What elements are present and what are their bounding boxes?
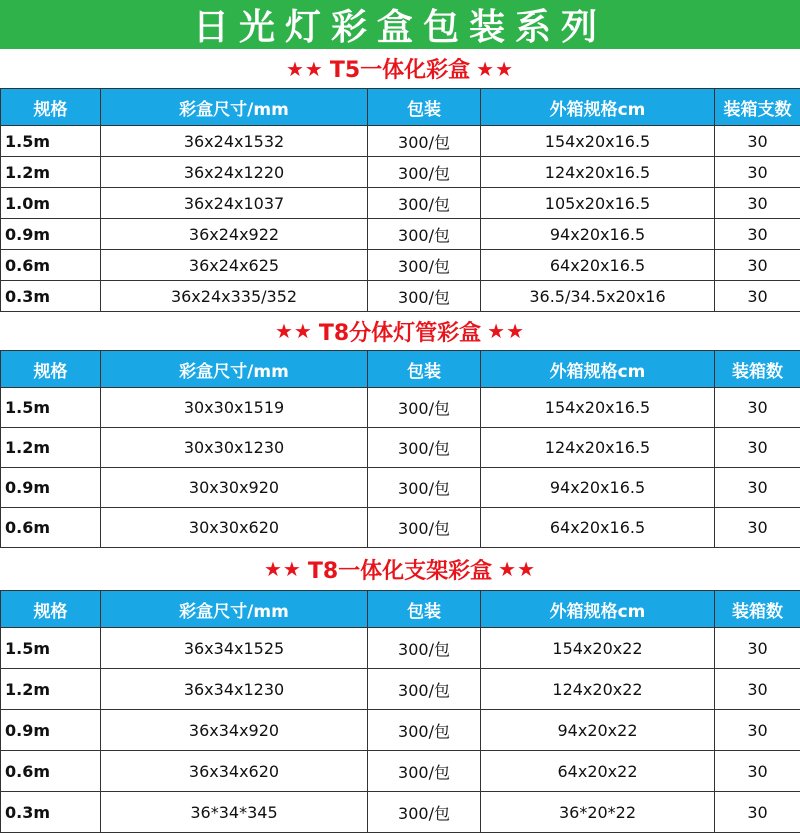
table-cell: 30 <box>715 188 800 219</box>
table-cell: 300/包 <box>368 428 481 468</box>
star-icon: ★★ <box>498 557 536 581</box>
table-row <box>1 219 800 250</box>
table-cell: 94x20x16.5 <box>481 219 715 250</box>
table-cell: 30 <box>715 281 800 312</box>
table-cell: 30 <box>715 250 800 281</box>
table-header-row <box>1 351 800 388</box>
column-header: 装箱数 <box>715 351 800 388</box>
table-cell: 30 <box>715 628 800 669</box>
spec-cell: 1.5m <box>1 628 101 669</box>
table-cell: 30 <box>715 710 800 751</box>
page-banner <box>0 0 800 49</box>
table-cell: 300/包 <box>368 388 481 428</box>
table-cell: 300/包 <box>368 710 481 751</box>
column-header: 装箱支数 <box>715 89 800 126</box>
spec-table-t8-integrated <box>0 590 800 833</box>
table-row <box>1 157 800 188</box>
table-row <box>1 710 800 751</box>
table-row <box>1 281 800 312</box>
table-row <box>1 669 800 710</box>
spec-cell: 1.0m <box>1 188 101 219</box>
table-cell: 300/包 <box>368 751 481 792</box>
table-header-row <box>1 591 800 628</box>
table-row <box>1 628 800 669</box>
column-header: 外箱规格cm <box>481 351 715 388</box>
spec-cell: 0.9m <box>1 468 101 508</box>
table-cell: 30 <box>715 508 800 548</box>
banner-title: 日光灯彩盒包装系列 <box>193 0 607 50</box>
table-row <box>1 468 800 508</box>
table-cell: 300/包 <box>368 468 481 508</box>
section-title-t8-split <box>0 312 800 350</box>
table-cell: 36x24x1532 <box>101 126 368 157</box>
column-header: 包装 <box>368 89 481 126</box>
table-row <box>1 188 800 219</box>
column-header: 外箱规格cm <box>481 89 715 126</box>
spec-table-t8-split <box>0 350 800 548</box>
table-cell: 154x20x16.5 <box>481 388 715 428</box>
table-cell: 154x20x22 <box>481 628 715 669</box>
spec-cell: 1.5m <box>1 388 101 428</box>
table-cell: 300/包 <box>368 792 481 833</box>
table-cell: 36x24x922 <box>101 219 368 250</box>
table-cell: 105x20x16.5 <box>481 188 715 219</box>
table-cell: 124x20x22 <box>481 669 715 710</box>
spec-cell: 0.6m <box>1 508 101 548</box>
table-cell: 124x20x16.5 <box>481 157 715 188</box>
table-cell: 36x24x1220 <box>101 157 368 188</box>
section-title-text: T8一体化支架彩盒 <box>308 554 492 585</box>
spec-cell: 0.6m <box>1 751 101 792</box>
table-cell: 300/包 <box>368 508 481 548</box>
section-title-text: T8分体灯管彩盒 <box>319 316 481 347</box>
table-cell: 300/包 <box>368 281 481 312</box>
column-header: 彩盒尺寸/mm <box>101 89 368 126</box>
column-header: 彩盒尺寸/mm <box>101 591 368 628</box>
table-cell: 64x20x16.5 <box>481 250 715 281</box>
spec-cell: 0.9m <box>1 710 101 751</box>
table-cell: 300/包 <box>368 628 481 669</box>
table-cell: 36x24x625 <box>101 250 368 281</box>
table-cell: 36x34x1230 <box>101 669 368 710</box>
table-cell: 30x30x1519 <box>101 388 368 428</box>
spec-table-t5 <box>0 88 800 312</box>
star-icon: ★★ <box>275 319 313 343</box>
table-cell: 30 <box>715 669 800 710</box>
table-row <box>1 508 800 548</box>
table-cell: 36x34x1525 <box>101 628 368 669</box>
table-cell: 64x20x16.5 <box>481 508 715 548</box>
column-header: 规格 <box>1 591 101 628</box>
table-cell: 300/包 <box>368 126 481 157</box>
table-cell: 300/包 <box>368 669 481 710</box>
table-cell: 30 <box>715 388 800 428</box>
table-cell: 30 <box>715 126 800 157</box>
spec-cell: 0.9m <box>1 219 101 250</box>
section-title-t5 <box>0 49 800 88</box>
table-cell: 154x20x16.5 <box>481 126 715 157</box>
table-cell: 36.5/34.5x20x16 <box>481 281 715 312</box>
spec-cell: 0.6m <box>1 250 101 281</box>
spec-cell: 0.3m <box>1 281 101 312</box>
column-header: 包装 <box>368 591 481 628</box>
table-row <box>1 126 800 157</box>
table-cell: 30 <box>715 219 800 250</box>
spec-cell: 0.3m <box>1 792 101 833</box>
table-cell: 36x24x1037 <box>101 188 368 219</box>
column-header: 彩盒尺寸/mm <box>101 351 368 388</box>
table-cell: 300/包 <box>368 219 481 250</box>
section-title-t8-integrated <box>0 548 800 590</box>
table-cell: 30 <box>715 792 800 833</box>
table-cell: 30 <box>715 428 800 468</box>
spec-cell: 1.2m <box>1 669 101 710</box>
table-cell: 30x30x620 <box>101 508 368 548</box>
table-row <box>1 751 800 792</box>
table-cell: 300/包 <box>368 157 481 188</box>
table-cell: 94x20x22 <box>481 710 715 751</box>
table-cell: 30 <box>715 751 800 792</box>
table-cell: 30 <box>715 157 800 188</box>
table-cell: 36x34x620 <box>101 751 368 792</box>
spec-cell: 1.2m <box>1 157 101 188</box>
spec-cell: 1.5m <box>1 126 101 157</box>
table-row <box>1 792 800 833</box>
star-icon: ★★ <box>476 57 514 81</box>
spec-cell: 1.2m <box>1 428 101 468</box>
column-header: 规格 <box>1 351 101 388</box>
table-cell: 124x20x16.5 <box>481 428 715 468</box>
table-header-row <box>1 89 800 126</box>
section-title-text: T5一体化彩盒 <box>330 53 470 84</box>
table-cell: 64x20x22 <box>481 751 715 792</box>
table-row <box>1 388 800 428</box>
column-header: 外箱规格cm <box>481 591 715 628</box>
table-cell: 30 <box>715 468 800 508</box>
column-header: 包装 <box>368 351 481 388</box>
star-icon: ★★ <box>487 319 525 343</box>
table-cell: 300/包 <box>368 188 481 219</box>
table-row <box>1 250 800 281</box>
star-icon: ★★ <box>286 57 324 81</box>
table-cell: 94x20x16.5 <box>481 468 715 508</box>
table-cell: 36*34*345 <box>101 792 368 833</box>
column-header: 装箱数 <box>715 591 800 628</box>
table-cell: 36*20*22 <box>481 792 715 833</box>
table-cell: 36x34x920 <box>101 710 368 751</box>
table-row <box>1 428 800 468</box>
column-header: 规格 <box>1 89 101 126</box>
table-cell: 36x24x335/352 <box>101 281 368 312</box>
table-cell: 30x30x1230 <box>101 428 368 468</box>
table-cell: 300/包 <box>368 250 481 281</box>
star-icon: ★★ <box>264 557 302 581</box>
table-cell: 30x30x920 <box>101 468 368 508</box>
